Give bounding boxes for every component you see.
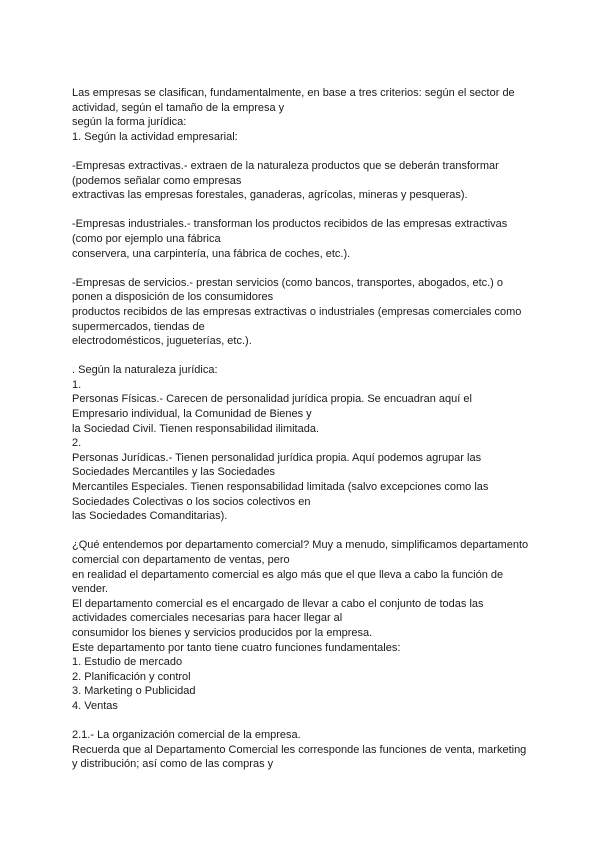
text-line: las Sociedades Comanditarias).	[72, 510, 228, 523]
intro-paragraph	[72, 86, 530, 144]
section-heading: 1. Según la actividad empresarial:	[72, 130, 238, 143]
text-line: -Empresas de servicios.- prestan servicios (como bancos, transportes, abogados, etc.) o ponen a disposición de los consumidores	[72, 276, 504, 304]
section-heading: . Según la naturaleza jurídica:	[72, 364, 218, 377]
text-line: Recuerda que al Departamento Comercial les corresponde las funciones de venta, marketing y distribución; así como de las compras y	[72, 743, 527, 771]
text-line: productos recibidos de las empresas extractivas o industriales (empresas comerciales como supermercados, tiendas de	[72, 305, 522, 333]
text-line: Mercantiles Especiales. Tienen responsabilidad limitada (salvo excepciones como las Sociedades Colectivas o los socios colectivos en	[72, 481, 489, 508]
list-item: 4. Ventas	[72, 699, 118, 712]
paragraph-gap	[72, 524, 530, 539]
text-line: -Empresas extractivas.- extraen de la naturaleza productos que se deberán transformar (podemos señalar como empresas	[72, 159, 499, 187]
text-line: Las empresas se clasifican, fundamentalmente, en base a tres criterios: según el sector de actividad, según el tamaño de la empresa y	[72, 87, 515, 114]
section-heading: 2.1.- La organización comercial de la empresa.	[72, 729, 301, 742]
text-line: en realidad el departamento comercial es algo más que el que lleva a cabo la función de vender.	[72, 568, 504, 596]
list-item: 2. Planificación y control	[72, 670, 191, 683]
document-body	[72, 86, 530, 772]
text-line: Personas Físicas.- Carecen de personalidad jurídica propia. Se encuadran aquí el Empresario individual, la Comunidad de Bienes y	[72, 393, 472, 421]
servicios-paragraph	[72, 276, 530, 349]
paragraph-gap	[72, 349, 530, 364]
paragraph-gap	[72, 261, 530, 276]
text-line: extractivas las empresas forestales, ganaderas, agrícolas, mineras y pesqueras).	[72, 189, 468, 202]
text-line: según la forma jurídica:	[72, 116, 187, 129]
text-line: la Sociedad Civil. Tienen responsabilidad ilimitada.	[72, 422, 320, 435]
text-line: ¿Qué entendemos por departamento comercial? Muy a menudo, simplificamos departamento comercial con departamento de ventas, pero	[72, 539, 529, 566]
text-line: -Empresas industriales.- transforman los productos recibidos de las empresas extractivas (como por ejemplo una fábrica	[72, 218, 508, 245]
list-item: 1. Estudio de mercado	[72, 656, 183, 669]
extractivas-paragraph	[72, 159, 530, 203]
comercial-paragraph	[72, 538, 530, 713]
industriales-paragraph	[72, 217, 530, 261]
text-line: El departamento comercial es el encargado de llevar a cabo el conjunto de todas las actividades comerciales necesarias para hacer llegar al	[72, 597, 484, 625]
list-item: 3. Marketing o Publicidad	[72, 685, 196, 698]
text-line: Personas Jurídicas.- Tienen personalidad jurídica propia. Aquí podemos agrupar las Sociedades Mercantiles y las Sociedades	[72, 451, 482, 479]
organizacion-paragraph	[72, 728, 530, 772]
text-line: conservera, una carpintería, una fábrica de coches, etc.).	[72, 247, 351, 260]
juridica-paragraph	[72, 363, 530, 524]
text-line: consumidor los bienes y servicios producidos por la empresa.	[72, 626, 373, 639]
list-number: 1.	[72, 378, 82, 391]
paragraph-gap	[72, 144, 530, 159]
list-number: 2.	[72, 437, 82, 450]
text-line: Este departamento por tanto tiene cuatro funciones fundamentales:	[72, 641, 401, 654]
paragraph-gap	[72, 714, 530, 729]
text-line: electrodomésticos, jugueterías, etc.).	[72, 335, 252, 348]
paragraph-gap	[72, 203, 530, 218]
